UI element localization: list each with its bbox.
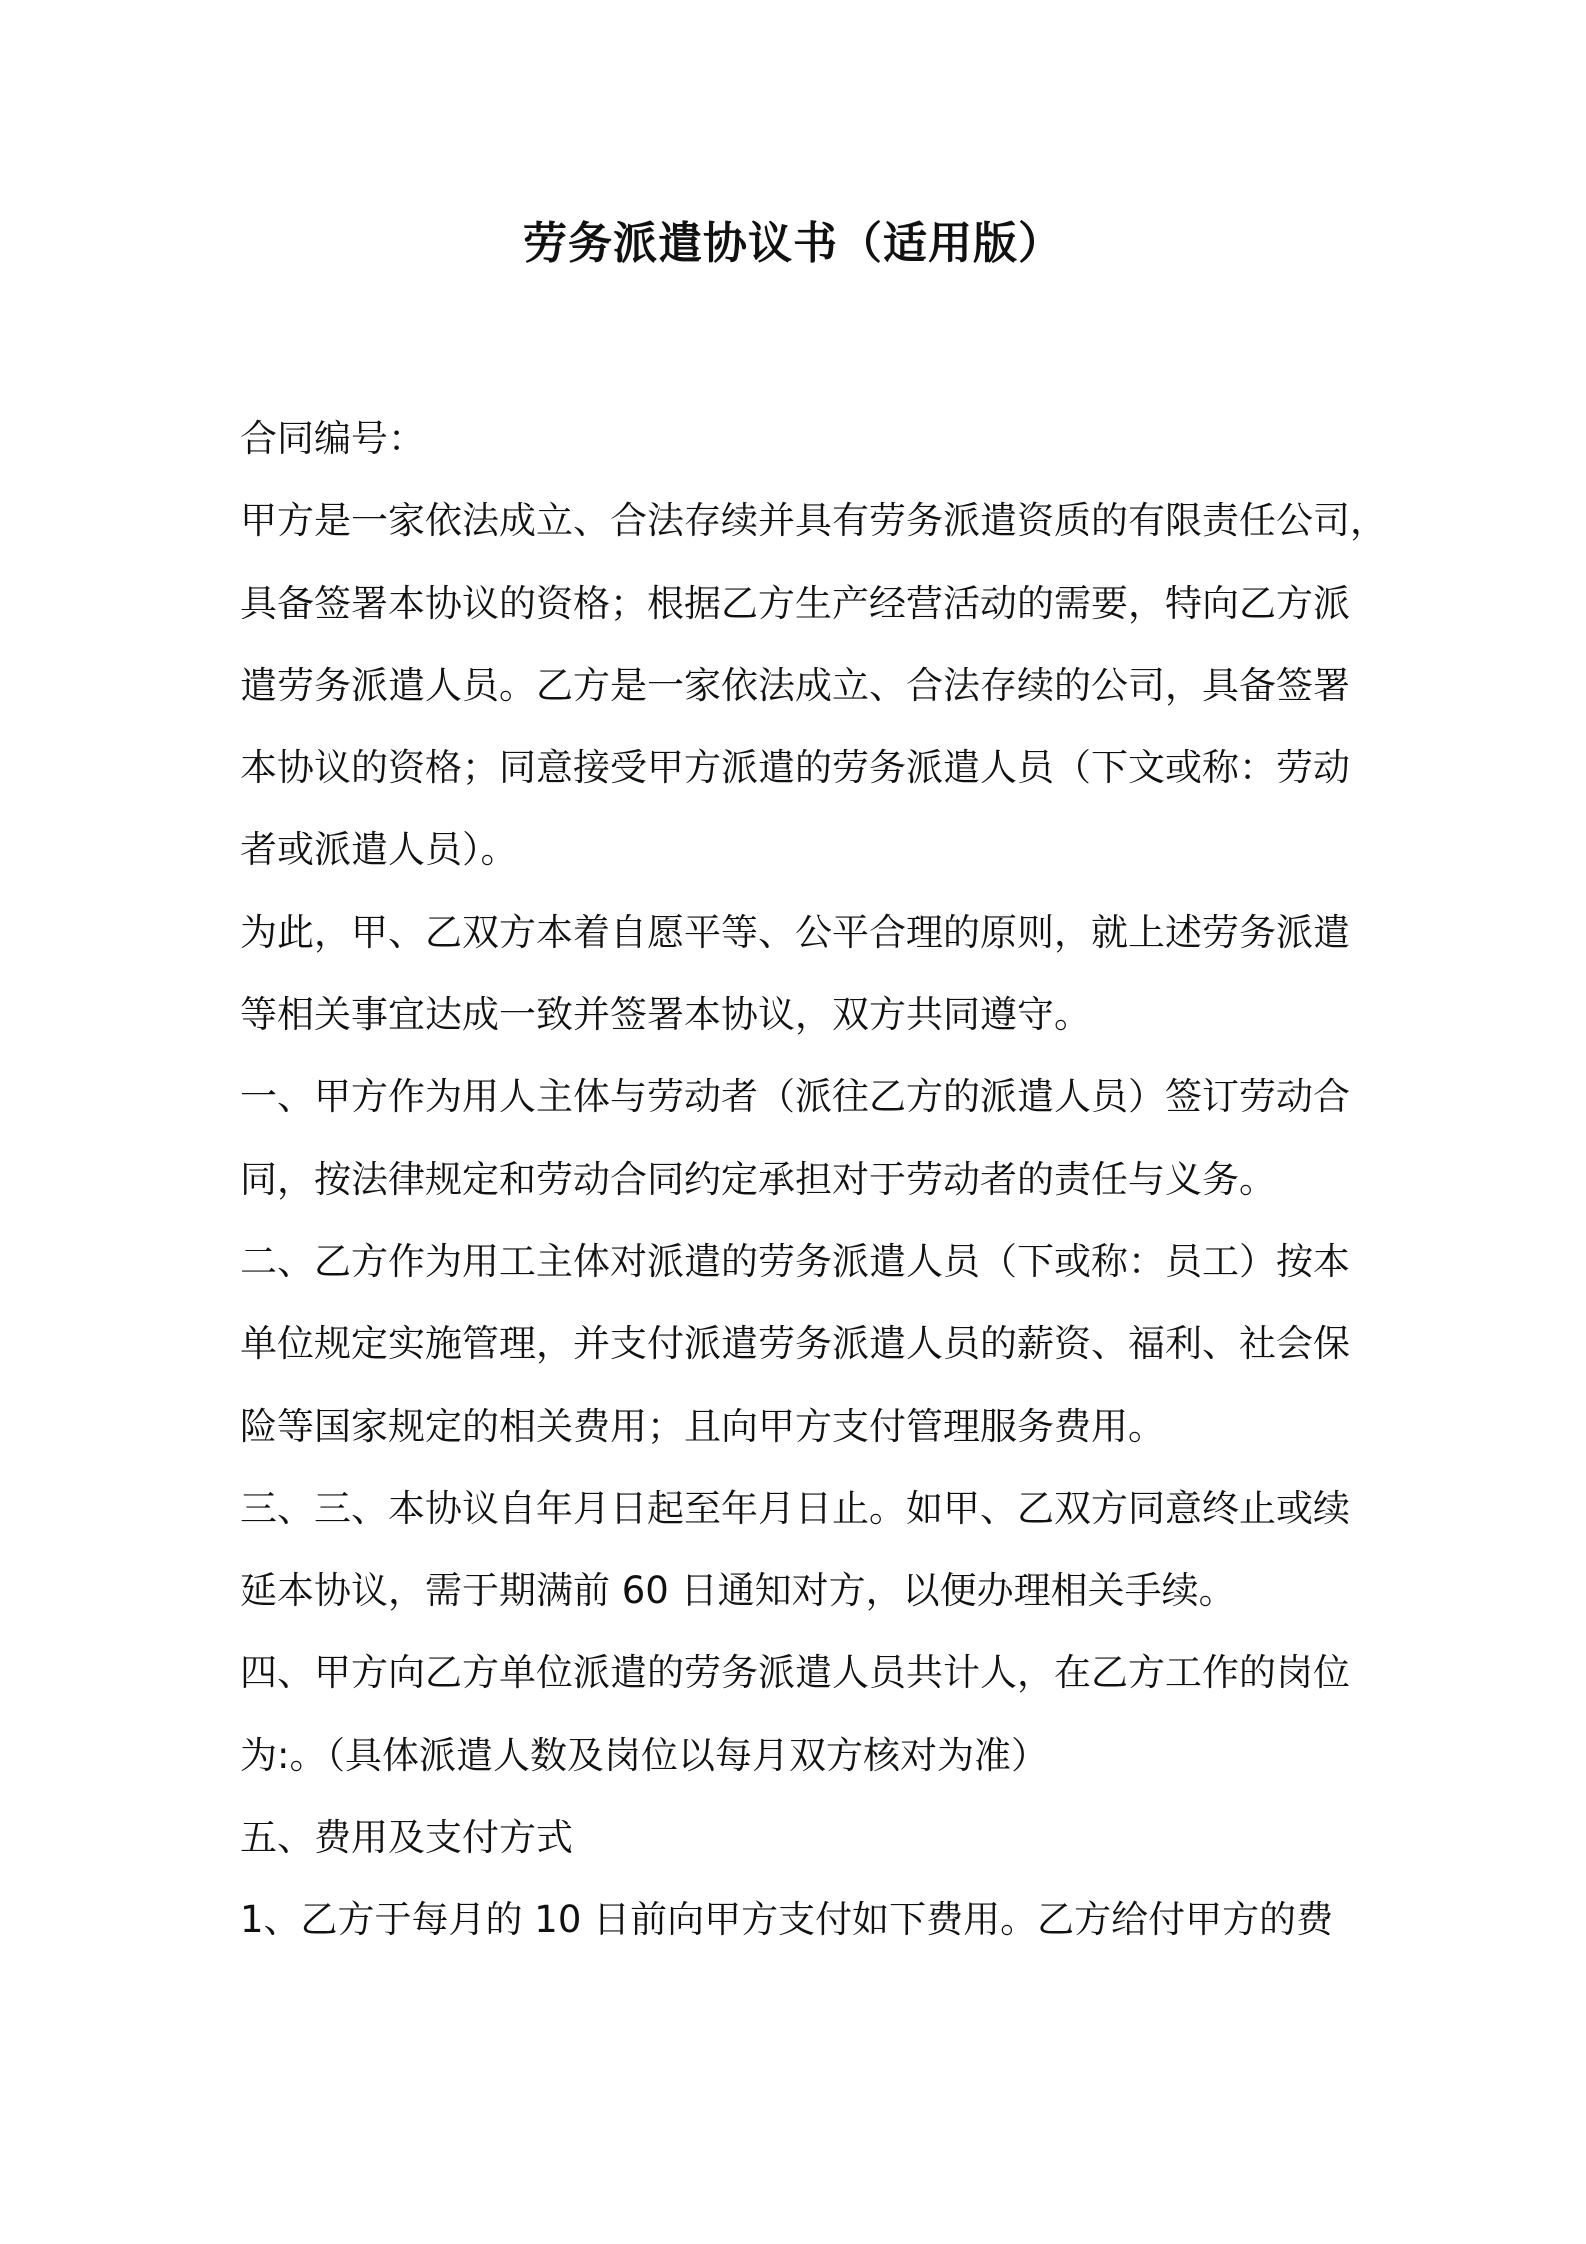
paragraph-line: 本协议的资格；同意接受甲方派遣的劳务派遣人员（下文或称：劳动	[240, 746, 1350, 790]
clause-line: 险等国家规定的相关费用；且向甲方支付管理服务费用。	[240, 1404, 1165, 1448]
clause-line: 一、甲方作为用人主体与劳动者（派往乙方的派遣人员）签订劳动合	[240, 1075, 1350, 1119]
paragraph-line: 为此，甲、乙双方本着自愿平等、公平合理的原则，就上述劳务派遣	[240, 910, 1350, 954]
clause-line: 同，按法律规定和劳动合同约定承担对于劳动者的责任与义务。	[240, 1157, 1276, 1201]
paragraph-line: 甲方是一家依法成立、合法存续并具有劳务派遣资质的有限责任公司，	[240, 499, 1387, 543]
clause-line: 1、乙方于每月的 10 日前向甲方支付如下费用。乙方给付甲方的费	[240, 1898, 1334, 1942]
clause-line: 四、甲方向乙方单位派遣的劳务派遣人员共计人，在乙方工作的岗位	[240, 1651, 1350, 1695]
clause-line: 二、乙方作为用工主体对派遣的劳务派遣人员（下或称：员工）按本	[240, 1239, 1350, 1283]
clause-line: 延本协议，需于期满前 60 日通知对方，以便办理相关手续。	[240, 1569, 1236, 1613]
document-title: 劳务派遣协议书（适用版）	[523, 218, 1063, 269]
paragraph-line: 具备签署本协议的资格；根据乙方生产经营活动的需要，特向乙方派	[240, 581, 1350, 625]
document-body	[240, 398, 1387, 1962]
section-heading: 五、费用及支付方式	[240, 1816, 573, 1860]
clause-line: 为:。（具体派遣人数及岗位以每月双方核对为准）	[240, 1733, 1048, 1777]
paragraph-line: 遣劳务派遣人员。乙方是一家依法成立、合法存续的公司，具备签署	[240, 663, 1350, 707]
paragraph-line: 等相关事宜达成一致并签署本协议，双方共同遵守。	[240, 993, 1091, 1037]
contract-number-line: 合同编号：	[240, 417, 425, 460]
clause-line: 单位规定实施管理，并支付派遣劳务派遣人员的薪资、福利、社会保	[240, 1322, 1350, 1366]
clause-line: 三、三、本协议自年月日起至年月日止。如甲、乙双方同意终止或续	[240, 1486, 1350, 1530]
paragraph-line: 者或派遣人员）。	[240, 828, 518, 872]
